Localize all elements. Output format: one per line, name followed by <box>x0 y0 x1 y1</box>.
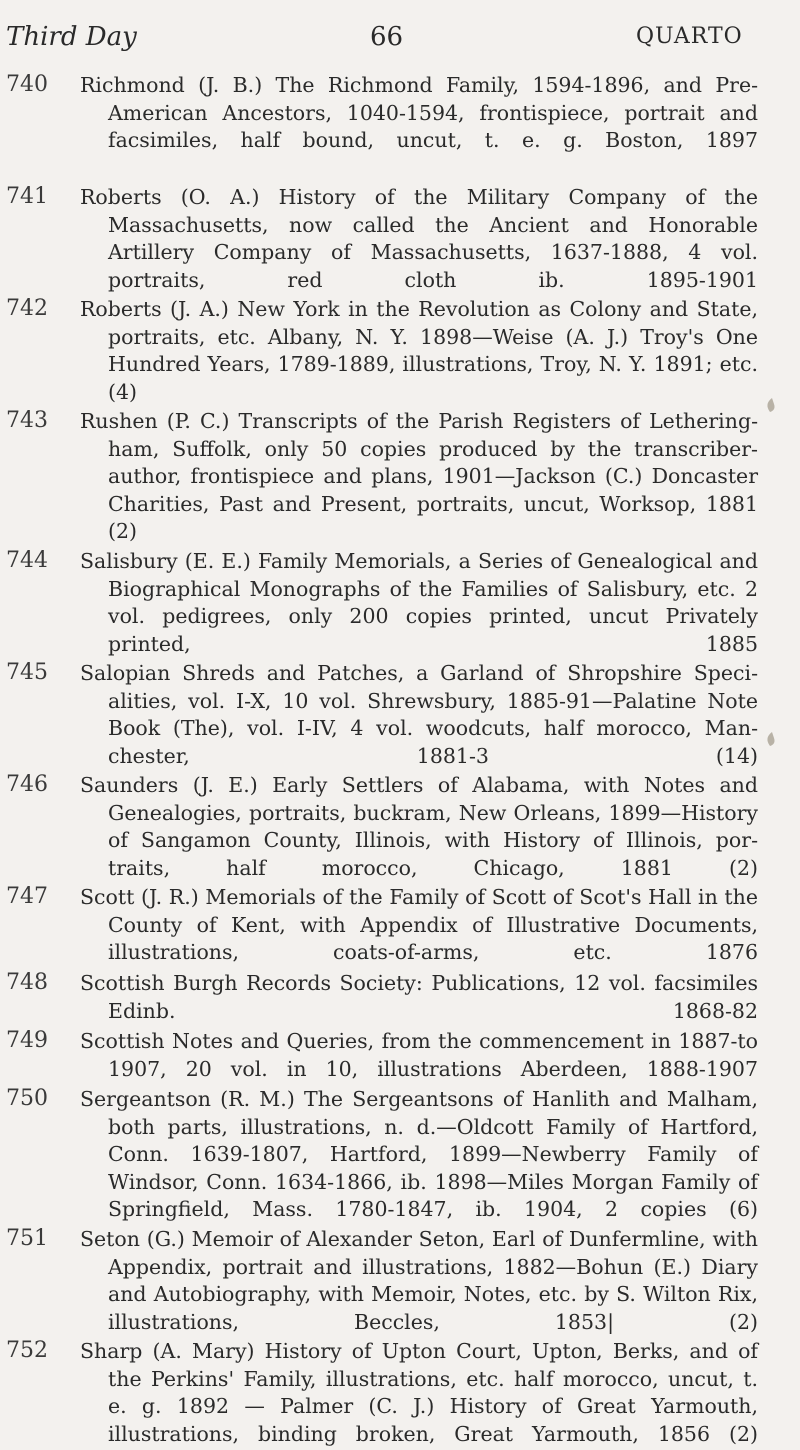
lot-number: 742 <box>6 296 48 321</box>
catalogue-entry <box>0 772 758 878</box>
entry-text: Saunders (J. E.) Early Settlers of Alabama, with Notes and Genealogies, portraits, buckram, New Orleans, 1899—History of Sangamon County, Illinois, with History of Illinois, por-traits, half morocco, Chicago, 1881 (2) <box>80 773 758 880</box>
entry-text: Scottish Burgh Records Society: Publications, 12 vol. facsimiles Edinb. 1868-82 <box>80 971 758 1023</box>
lot-number: 746 <box>6 772 48 797</box>
header-format: QUARTO <box>636 24 743 49</box>
catalogue-entry <box>0 184 758 290</box>
entry-text: Roberts (J. A.) New York in the Revolution as Colony and State, portraits, etc. Albany, N. Y. 1898—Weise (A. J.) Troy's One Hundred Years, 1789-1889, illustrations, Troy, N. Y. 1891; etc. (4) <box>80 297 758 404</box>
entry-text: Seton (G.) Memoir of Alexander Seton, Earl of Dunfermline, with Appendix, portrait and illustrations, 1882—Bohun (E.) Diary and Autobiography, with Memoir, Notes, etc. by S. Wilton Rix, illustrations, Beccles, 1853| (2) <box>80 1227 758 1334</box>
catalogue-entry <box>0 1028 758 1080</box>
entry-text: Scottish Notes and Queries, from the commencement in 1887-to 1907, 20 vol. in 10, illustrations Aberdeen, 1888-1907 <box>80 1029 758 1081</box>
catalogue-entries <box>0 72 800 1450</box>
lot-number: 741 <box>6 184 48 209</box>
catalogue-entry <box>0 970 758 1022</box>
catalogue-entry <box>0 548 758 654</box>
lot-number: 747 <box>6 884 48 909</box>
lot-number: 752 <box>6 1338 48 1363</box>
catalogue-entry <box>0 1226 758 1332</box>
lot-number: 744 <box>6 548 48 573</box>
page-number: 66 <box>370 22 404 52</box>
lot-number: 740 <box>6 72 48 97</box>
page-header <box>0 22 800 58</box>
header-day: Third Day <box>6 22 137 52</box>
entry-text: Richmond (J. B.) The Richmond Family, 1594-1896, and Pre-American Ancestors, 1040-1594, frontispiece, portrait and facsimiles, half bound, uncut, t. e. g. Boston, 1897 <box>80 73 758 152</box>
lot-number: 751 <box>6 1226 48 1251</box>
entry-text: Salopian Shreds and Patches, a Garland of Shropshire Speci-alities, vol. I-X, 10 vol. Shrewsbury, 1885-91—Palatine Note Book (The), vol. I-IV, 4 vol. woodcuts, half morocco, Man-chester, 1881-3 (14) <box>80 661 758 768</box>
entry-text: Scott (J. R.) Memorials of the Family of Scott of Scot's Hall in the County of Kent, with Appendix of Illustrative Documents, illustrations, coats-of-arms, etc. 1876 <box>80 885 758 964</box>
catalogue-entry <box>0 1086 758 1220</box>
catalogue-entry <box>0 1338 758 1444</box>
entry-text: Salisbury (E. E.) Family Memorials, a Series of Genealogical and Biographical Monographs of the Families of Salisbury, etc. 2 vol. pedigrees, only 200 copies printed, uncut Privately printed, 1885 <box>80 549 758 656</box>
entry-text: Sergeantson (R. M.) The Sergeantsons of Hanlith and Malham, both parts, illustrations, n. d.—Oldcott Family of Hartford, Conn. 1639-1807, Hartford, 1899—Newberry Family of Windsor, Conn. 1634-1866, ib. 1898—Miles Morgan Family of Springfield, Mass. 1780-1847, ib. 1904, 2 copies (6) <box>80 1087 758 1221</box>
lot-number: 749 <box>6 1028 48 1053</box>
catalogue-entry <box>0 408 758 542</box>
lot-number: 743 <box>6 408 48 433</box>
lot-number: 745 <box>6 660 48 685</box>
catalogue-entry <box>0 296 758 402</box>
catalogue-entry <box>0 72 758 178</box>
catalogue-entry <box>0 884 758 964</box>
catalogue-entry <box>0 660 758 766</box>
entry-text: Rushen (P. C.) Transcripts of the Parish Registers of Lethering-ham, Suffolk, only 50 copies produced by the transcriber-author, frontispiece and plans, 1901—Jackson (C.) Doncaster Charities, Past and Present, portraits, uncut, Worksop, 1881 (2) <box>80 409 758 543</box>
lot-number: 748 <box>6 970 48 995</box>
entry-text: Sharp (A. Mary) History of Upton Court, Upton, Berks, and of the Perkins' Family, illustrations, etc. half morocco, uncut, t. e. g. 1892 — Palmer (C. J.) History of Great Yarmouth, illustrations, binding broken, Great Yarmouth, 1856 (2) <box>80 1339 758 1446</box>
lot-number: 750 <box>6 1086 48 1111</box>
entry-text: Roberts (O. A.) History of the Military Company of the Massachusetts, now called the Ancient and Honorable Artillery Company of Massachusetts, 1637-1888, 4 vol. portraits, red cloth ib. 1895-1901 <box>80 185 758 292</box>
